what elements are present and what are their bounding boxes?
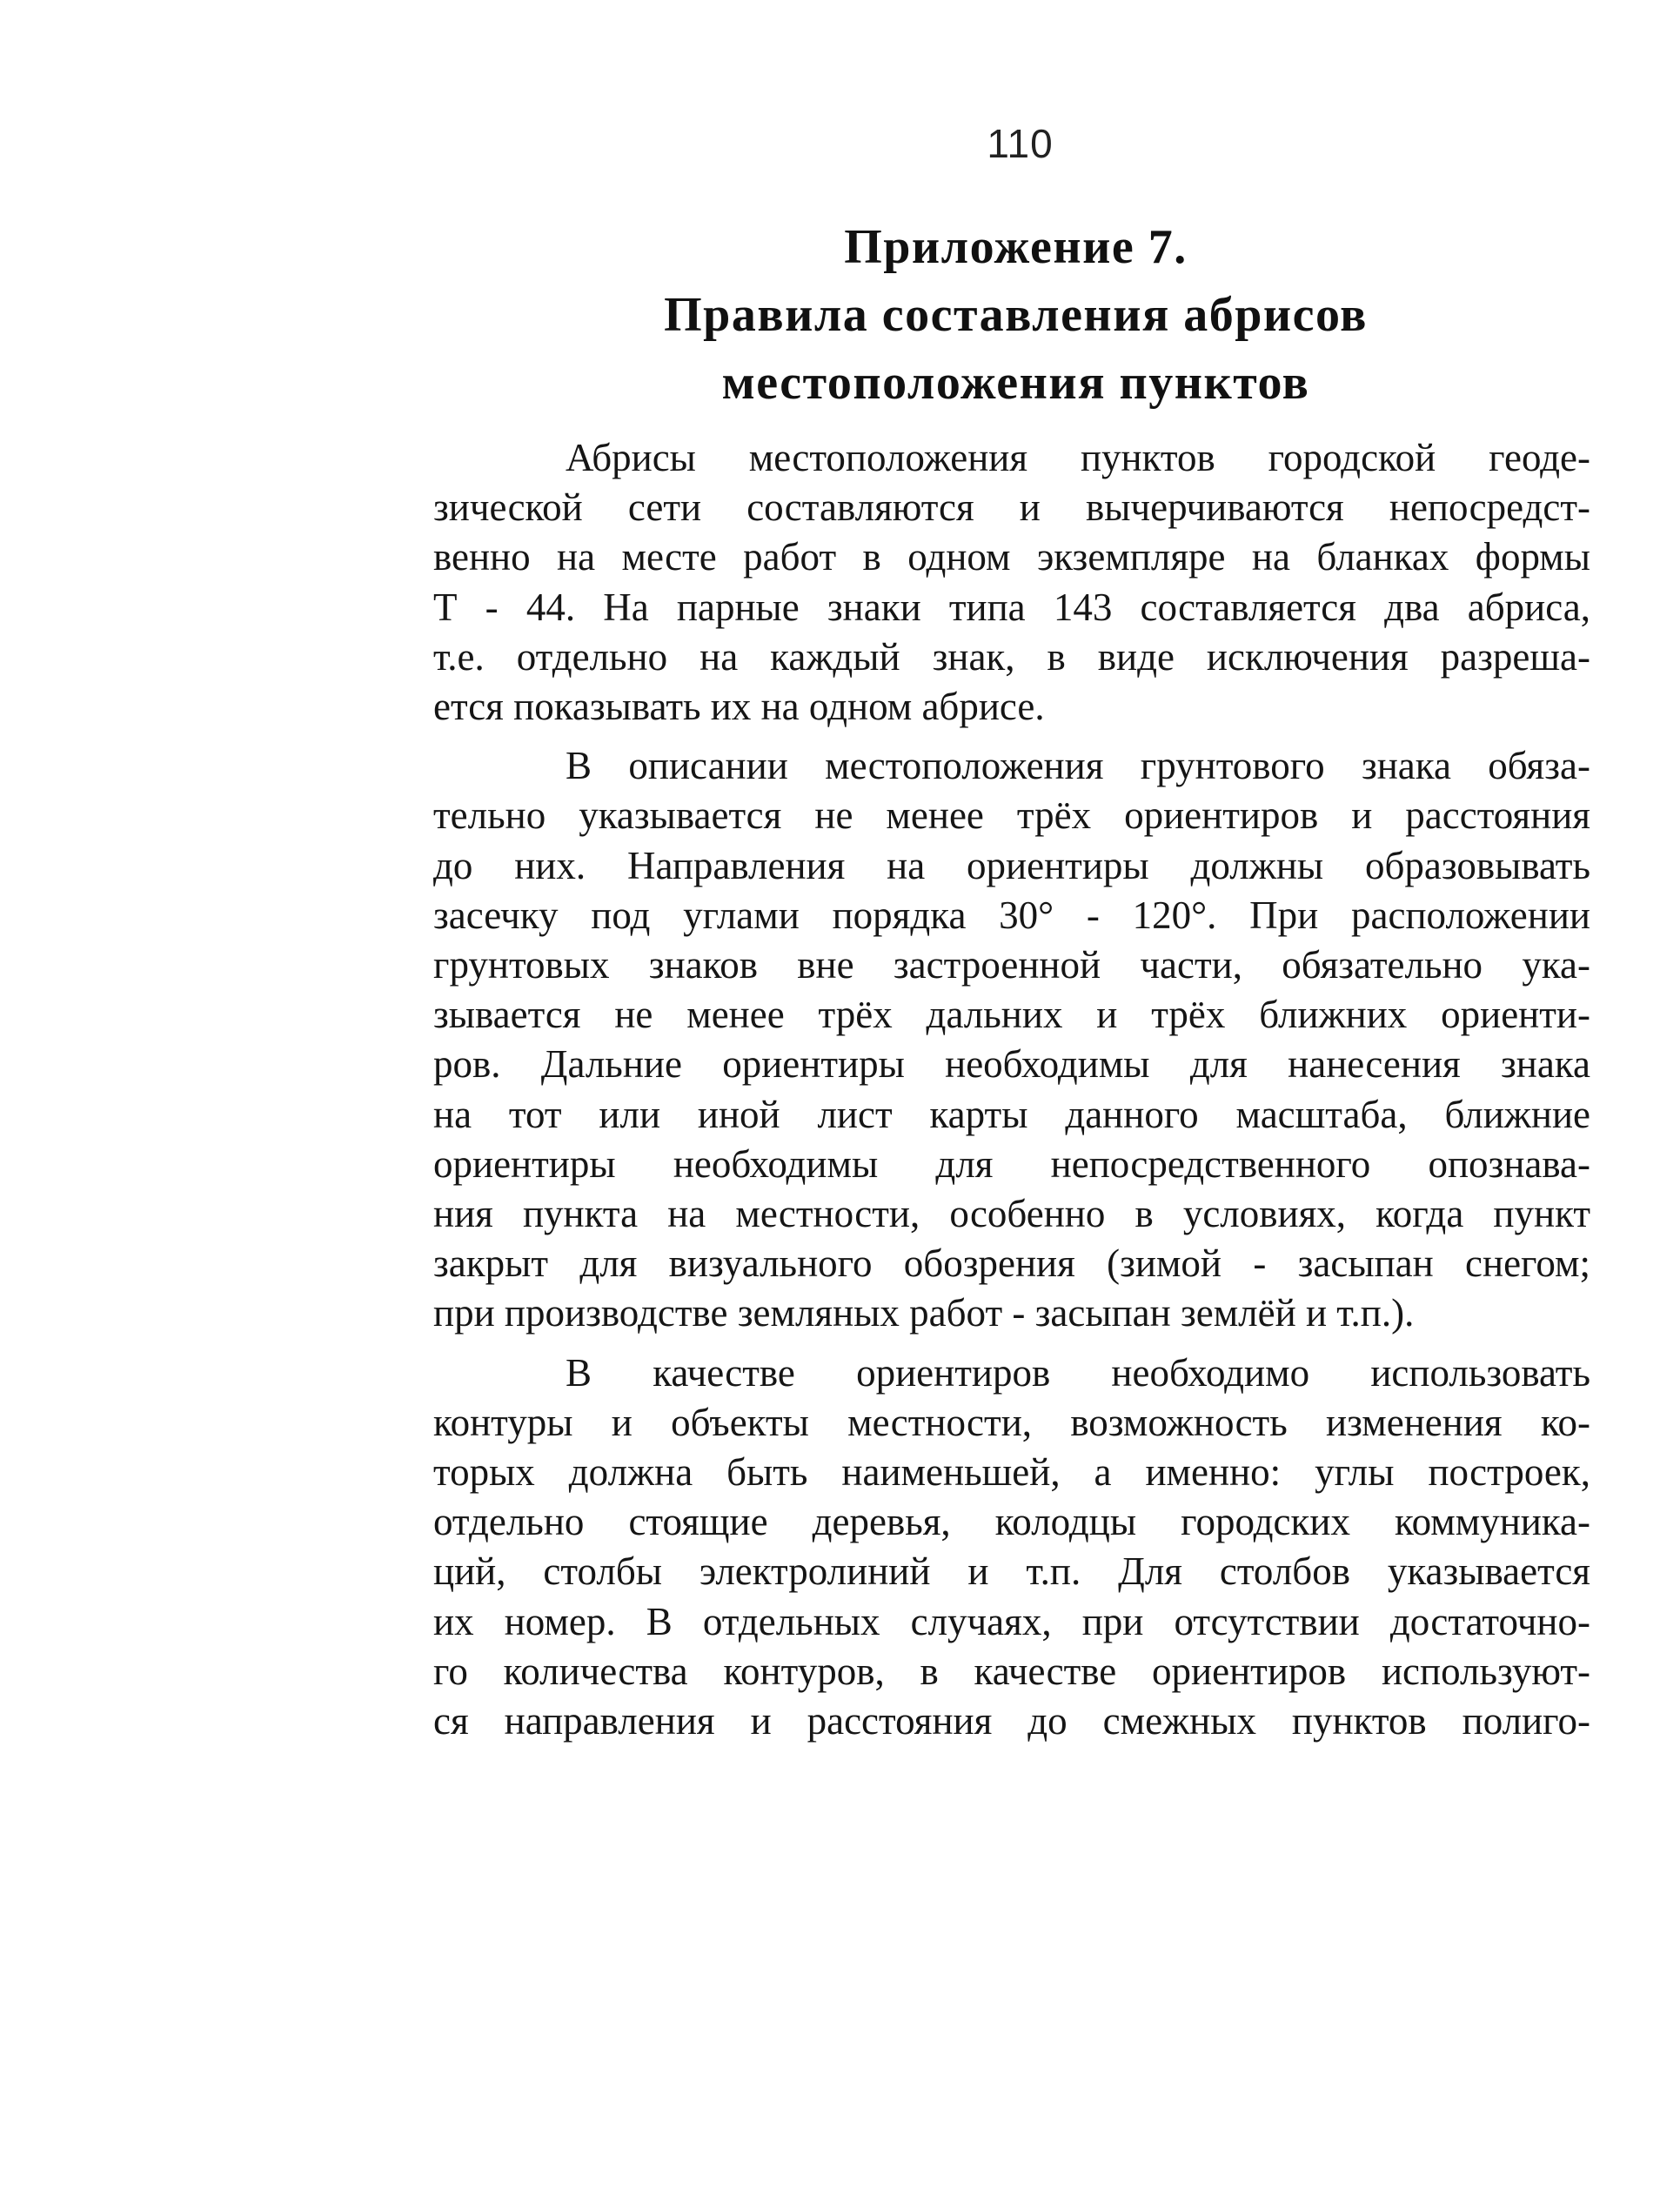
page-number: 110 [987,121,1054,166]
text-line: Абрисы местоположения пунктов городской геоде- [566,436,1590,479]
text-line: В качестве ориентиров необходимо использовать [566,1350,1590,1395]
text-line: закрыт для визуального обозрения (зимой - засыпан снегом; [433,1241,1590,1286]
text-line: Т - 44. На парные знаки типа 143 составляется два абриса, [433,585,1590,629]
text-line: ориентиры необходимы для непосредственного опознава- [433,1141,1590,1186]
text-line: ся направления и расстояния до смежных пунктов полиго- [433,1699,1590,1743]
paragraph-2 [433,741,1590,1338]
paragraph-1 [433,433,1590,732]
text-line: тельно указывается не менее трёх ориентиров и расстояния [433,793,1590,838]
title-line: Приложение 7. [844,220,1188,274]
text-line: го количества контуров, в качестве ориентиров используют- [433,1649,1590,1693]
text-line: грунтовых знаков вне застроенной части, обязательно ука- [433,943,1590,987]
text-line: т.е. отдельно на каждый знак, в виде исключения разреша- [433,634,1590,679]
text-line: контуры и объекты местности, возможность изменения ко- [433,1400,1590,1444]
text-line: ется показывать их на одном абрисе. [433,685,1045,729]
text-line: зывается не менее трёх дальних и трёх ближних ориенти- [433,993,1590,1037]
appendix-title [626,213,1405,417]
text-line: засечку под углами порядка 30° - 120°. При расположении [433,893,1590,937]
text-line: венно на месте работ в одном экземпляре на бланках формы [433,535,1590,579]
text-line: ров. Дальние ориентиры необходимы для нанесения знака [433,1042,1590,1087]
text-line: В описании местоположения грунтового знака обяза- [566,744,1590,788]
text-line: отдельно стоящие деревья, колодцы городских коммуника- [433,1500,1590,1544]
text-line: при производстве земляных работ - засыпан землёй и т.п.). [433,1291,1415,1335]
text-line: ций, столбы электролиний и т.п. Для столбов указывается [433,1549,1590,1594]
text-line: на тот или иной лист карты данного масштаба, ближние [433,1092,1590,1136]
body-text [433,433,1590,1756]
text-line: торых должна быть наименьшей, а именно: углы построек, [433,1450,1590,1495]
text-line: их номер. В отдельных случаях, при отсутствии достаточно- [433,1599,1590,1643]
text-line: ния пункта на местности, особенно в условиях, когда пункт [433,1192,1590,1236]
title-line: Правила составления абрисов [664,288,1368,342]
text-line: зической сети составляются и вычерчиваются непосредст- [433,485,1590,530]
text-line: до них. Направления на ориентиры должны образовывать [433,843,1590,887]
paragraph-3 [433,1348,1590,1747]
title-line: местоположения пунктов [721,356,1310,410]
